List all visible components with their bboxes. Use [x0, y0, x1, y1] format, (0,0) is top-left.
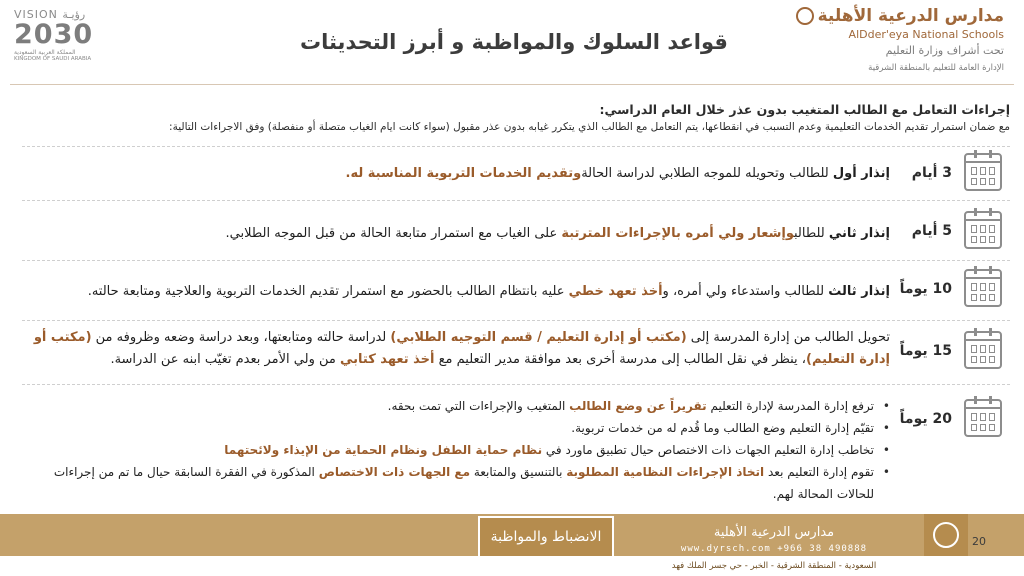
intro-text: مع ضمان استمرار تقديم الخدمات التعليمية وعدم التسبب في انقطاعها، يتم التعامل مع الطالب الذي يتكرر غيابه بدون عذر مقبول (سواء كانت ايام الغياب متصلة أو منفصلة) وفق الاجراءات التالية:: [169, 121, 1010, 133]
school-logo-icon: [924, 514, 968, 556]
supervision-text: تحت أشراف وزارة التعليم: [885, 44, 1004, 57]
vision-2030-logo: [14, 8, 114, 74]
days-label: 5 أيام: [911, 223, 952, 239]
department-text: الإدارة العامة للتعليم بالمنطقة الشرقية: [868, 63, 1004, 73]
page-number: 20: [972, 535, 986, 548]
rule-row-15-days: [22, 320, 1010, 382]
days-label: 15 يوماً: [899, 343, 952, 359]
list-item: • تخاطب إدارة التعليم الجهات ذات الاختصاص حيال تطبيق ماورد في نظام حماية الطفل ونظام الحماية من الإيذاء ولائحتهما: [42, 439, 890, 461]
days-label: 3 أيام: [911, 165, 952, 181]
footer-contact: www.dyrsch.com +966 38 490888: [680, 544, 868, 554]
school-name-ar: مدارس الدرعية الأهلية: [817, 6, 1004, 26]
calendar-icon: [964, 269, 1002, 309]
vision-year: 2030: [14, 19, 94, 50]
intro-title: إجراءات التعامل مع الطالب المتغيب بدون عذر خلال العام الدراسي:: [599, 102, 1010, 117]
days-label: 20 يوماً: [899, 411, 952, 427]
header-divider: [10, 84, 1014, 85]
vision-label: VISION: [14, 8, 58, 21]
vision-label-ar: رؤيـة: [62, 8, 86, 21]
school-logo-icon: [796, 7, 814, 25]
rule-text: إنذار ثالث للطالب واستدعاء ولي أمره، وأخذ تعهد خطي عليه بانتظام الطالب بالحضور مع استمرار تقديم الخدمات التربوية والعلاجية ومتابعة حالته.: [87, 284, 890, 299]
footer-address: السعودية - المنطقة الشرقية - الخبر - حي جسر الملك فهد: [671, 561, 877, 571]
intro-section: [10, 102, 1010, 133]
vision-sub-en: KINGDOM OF SAUDI ARABIA: [14, 56, 92, 62]
school-branding: [774, 6, 1004, 73]
rule-text: [42, 395, 890, 505]
list-item: • تقوم إدارة التعليم بعد اتخاذ الإجراءات النظامية المطلوبة بالتنسيق والمتابعة مع الجهات ذات الاختصاص المذكورة في الفقرة السابقة حيال ما تم من إجراءات للحالات المحالة لهم.: [42, 461, 890, 505]
calendar-icon: [964, 211, 1002, 251]
rule-row-3-days: [22, 146, 1010, 196]
footer-section-tag: الانضباط والمواظبة: [478, 516, 614, 558]
footer-school-name: مدارس الدرعية الأهلية: [713, 525, 835, 540]
footer: [0, 514, 1024, 576]
rule-text: تحويل الطالب من إدارة المدرسة إلى (مكتب أو إدارة التعليم / قسم التوجيه الطلابي) لدراسة حالته ومتابعتها، وبعد دراسة وضعه وظروفه من (مكتب أو إدارة التعليم)، ينظر في نقل الطالب إلى مدرسة أخرى بعد موافقة مدير التعليم مع أخذ تعهد كتابي من ولي الأمر بعدم تغيّب ابنه عن الدراسة.: [33, 330, 890, 367]
vision-sub-ar: المملكة العربية السعودية: [14, 49, 76, 56]
list-item: • تقيّم إدارة التعليم وضع الطالب وما قُدم له من خدمات تربوية.: [42, 417, 890, 439]
calendar-icon: [964, 399, 1002, 439]
rule-text: إنذار أول للطالب وتحويله للموجه الطلابي لدراسة الحالةوتقديم الخدمات التربوية المناسبة له.: [345, 166, 890, 181]
header: [0, 0, 1024, 82]
rule-row-10-days: [22, 260, 1010, 318]
page-title: قواعد السلوك والمواظبة و أبرز التحديثات: [300, 30, 728, 54]
rule-text: إنذار ثاني للطالبوإشعار ولي أمره بالإجراءات المترتبة على الغياب مع استمرار متابعة الحالة من قبل الموجه الطلابي.: [225, 226, 890, 241]
calendar-icon: [964, 153, 1002, 193]
rule-row-5-days: [22, 200, 1010, 258]
calendar-icon: [964, 331, 1002, 371]
rule-row-20-days: [22, 384, 1010, 512]
days-label: 10 يوماً: [899, 281, 952, 297]
list-item: • ترفع إدارة المدرسة لإدارة التعليم تقريراً عن وضع الطالب المتغيب والإجراءات التي تمت بحقه.: [42, 395, 890, 417]
action-list: [42, 395, 890, 505]
school-name-en: AlDder'eya National Schools: [848, 28, 1004, 41]
